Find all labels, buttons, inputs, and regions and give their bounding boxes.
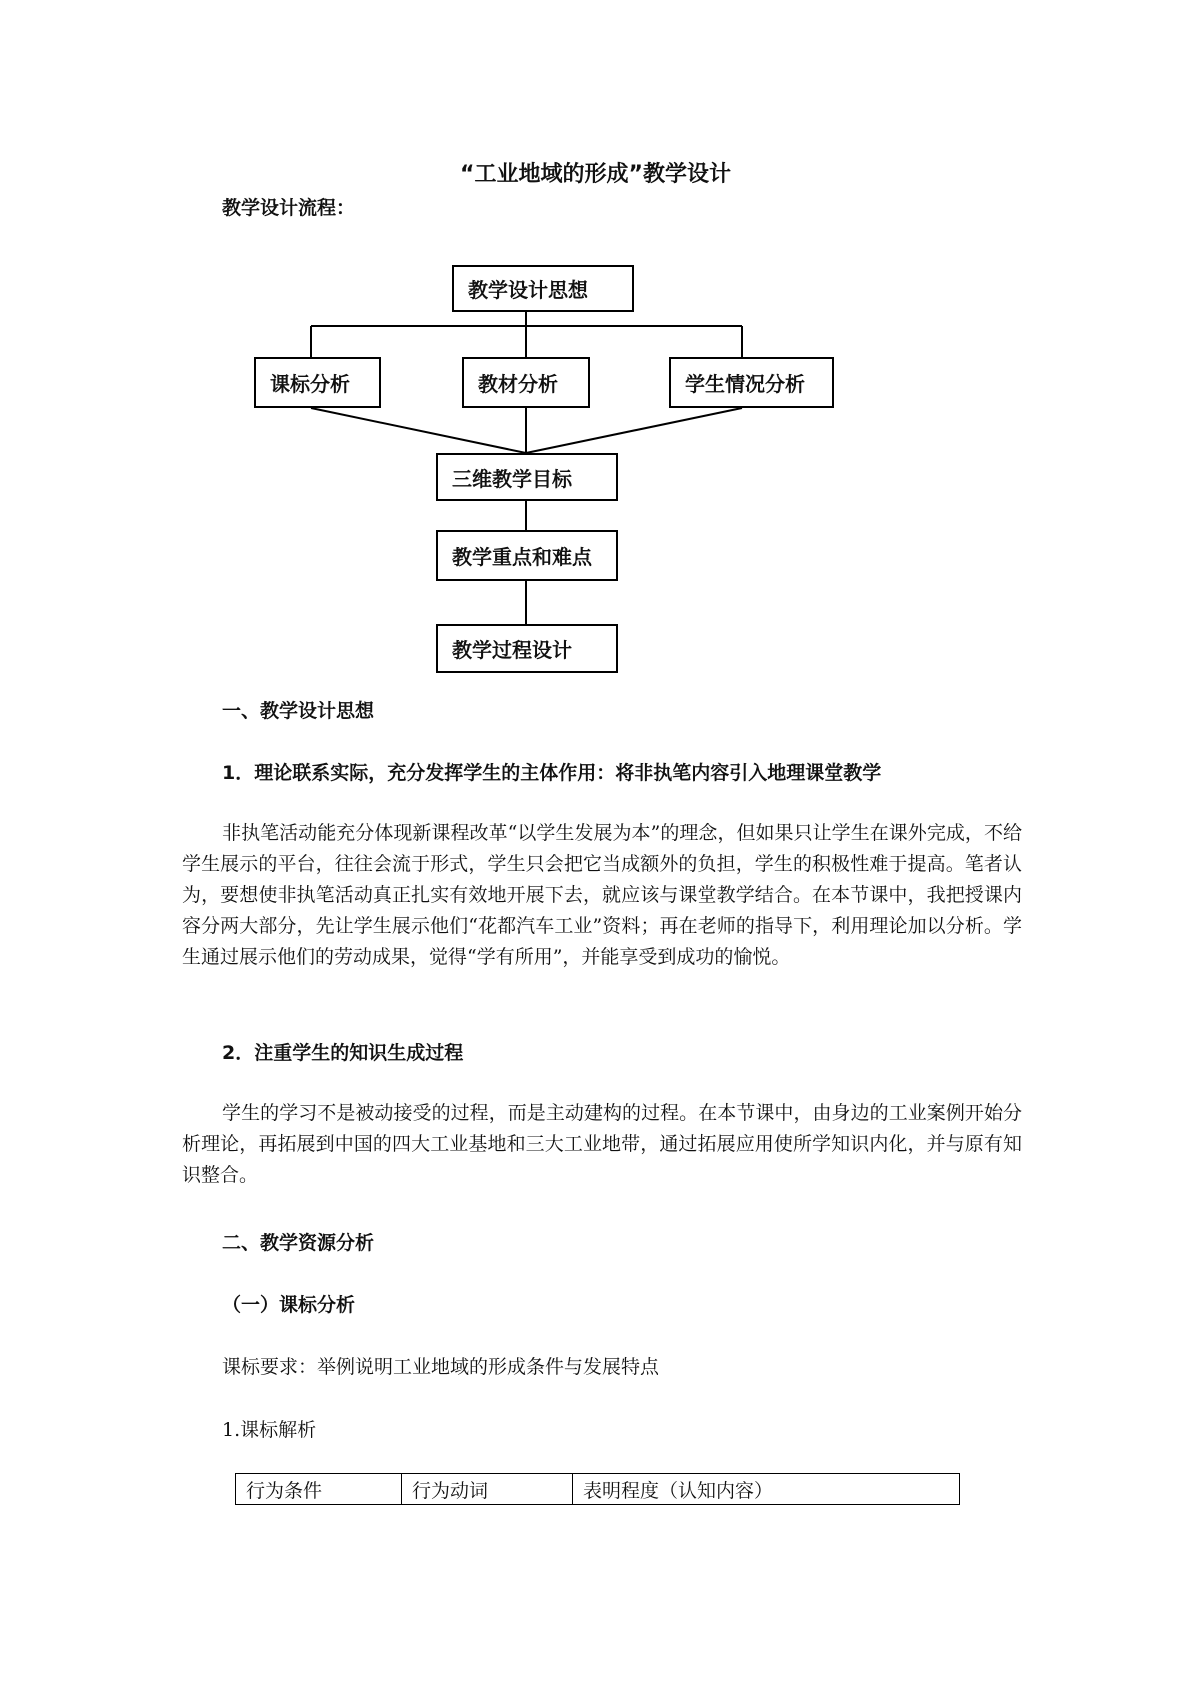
section-1-1-text: 非执笔活动能充分体现新课程改革“以学生发展为本”的理念，但如果只让学生在课外完成，不给学生展示的平台，往往会流于形式，学生只会把它当成额外的负担，学生的积极性难于提高。笔者认为，要想使非执笔活动真正扎实有效地开展下去，就应该与课堂教学结合。在本节课中，我把授课内容分两大部分，先让学生展示他们“花都汽车工业”资料；再在老师的指导下，利用理论加以分析。学生通过展示他们的劳动成果，觉得“学有所用”，并能享受到成功的愉悦。 [182, 822, 1022, 968]
curriculum-table [235, 1473, 960, 1505]
table-header-cell: 行为动词 [402, 1474, 573, 1505]
section-1-2-text: 学生的学习不是被动接受的过程，而是主动建构的过程。在本节课中，由身边的工业案例开始分析理论，再拓展到中国的四大工业基地和三大工业地带，通过拓展应用使所学知识内化，并与原有知识整合。 [182, 1102, 1022, 1186]
section-2-heading: 二、教学资源分析 [222, 1232, 375, 1254]
section-1-1-heading: 1．理论联系实际，充分发挥学生的主体作用：将非执笔内容引入地理课堂教学 [222, 762, 882, 784]
table-header-row [236, 1474, 960, 1505]
table-header-cell: 表明程度（认知内容） [573, 1474, 960, 1505]
flow-box-curriculum-analysis: 课标分析 [254, 357, 381, 408]
curriculum-requirement: 课标要求：举例说明工业地域的形成条件与发展特点 [222, 1356, 660, 1378]
flow-subtitle: 教学设计流程： [222, 197, 356, 219]
section-1-heading: 一、教学设计思想 [222, 700, 375, 722]
document-title: “工业地域的形成”教学设计 [460, 162, 731, 187]
flow-box-textbook-analysis: 教材分析 [462, 357, 590, 408]
flow-box-design-idea: 教学设计思想 [452, 265, 634, 312]
curriculum-analysis-subheading: 1.课标解析 [222, 1419, 317, 1441]
flowchart-connectors [0, 0, 1191, 700]
flow-box-student-analysis: 学生情况分析 [669, 357, 834, 408]
section-1-1-paragraph [182, 818, 1022, 973]
table-header-cell: 行为条件 [236, 1474, 402, 1505]
section-2-1-heading: （一）课标分析 [222, 1294, 356, 1316]
section-1-2-paragraph [182, 1098, 1022, 1191]
section-1-2-heading: 2．注重学生的知识生成过程 [222, 1042, 464, 1064]
flow-box-key-difficult-points: 教学重点和难点 [436, 530, 618, 581]
flow-box-process-design: 教学过程设计 [436, 624, 618, 673]
flow-box-teaching-goals: 三维教学目标 [436, 453, 618, 501]
